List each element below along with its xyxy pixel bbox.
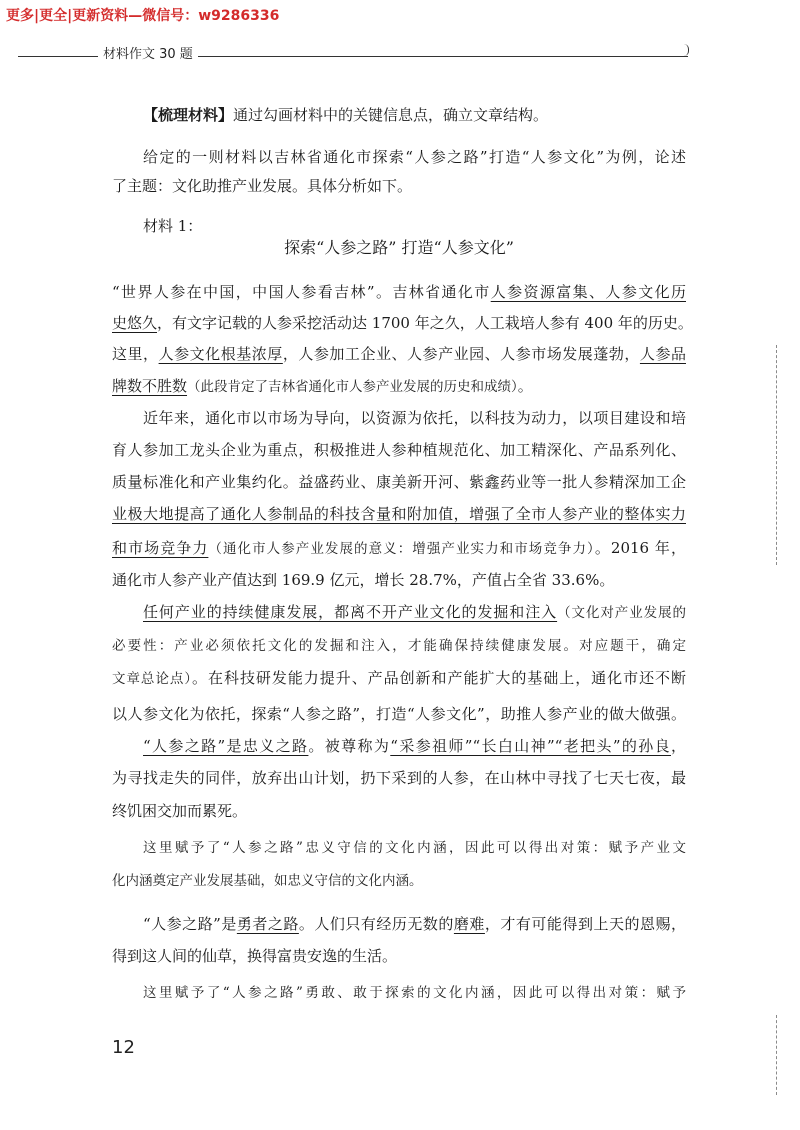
underlined-phrase: 磨难 [453, 915, 485, 933]
text-segment: ， [670, 737, 686, 755]
page-number: 12 [112, 1037, 135, 1058]
text-line [112, 665, 686, 691]
scan-margin-mark [776, 345, 777, 565]
text-line [112, 173, 686, 199]
text-line [112, 765, 686, 791]
underlined-phrase: 史悠久 [112, 314, 158, 332]
text-segment: 育人参加工龙头企业为重点，积极推进人参种植规范化、加工精深化、产品系列化、 [112, 441, 686, 459]
text-segment: 通过勾画材料中的关键信息点，确立文章结构。 [233, 106, 549, 124]
text-line [143, 405, 686, 431]
underlined-phrase: 人参资源富集、人参文化历 [490, 283, 686, 301]
text-line [143, 733, 686, 759]
text-segment: 。 [517, 377, 533, 395]
underlined-phrase: 人参品 [639, 345, 686, 363]
text-line [112, 279, 686, 305]
text-line [143, 911, 686, 937]
annotation-text: 化内涵奠定产业发展基础，如忠义守信的文化内涵。 [112, 873, 423, 889]
text-segment: 得到这人间的仙草，换得富贵安逸的生活。 [112, 947, 398, 965]
annotation-text: 这里赋予了“人参之路”忠义守信的文化内涵，因此可以得出对策：赋予产业文 [143, 840, 686, 856]
annotation-text: （此段肯定了吉林省通化市人参产业发展的历史和成绩） [187, 379, 518, 395]
annotation-text: （通化市人参产业发展的意义：增强产业实力和市场竞争力） [208, 541, 595, 557]
text-segment: 【梳理材料】 [143, 106, 234, 124]
underlined-phrase: 人参文化根基浓厚 [158, 345, 283, 363]
underlined-phrase: 和市场竞争力 [112, 539, 209, 557]
text-segment: 。被尊称为 [308, 737, 391, 755]
underlined-phrase: 任何产业的持续健康发展，都离不开产业文化的发掘和注入 [143, 603, 558, 621]
text-line [112, 469, 686, 495]
text-line [112, 535, 686, 561]
text-segment: “世界人参在中国，中国人参看吉林”。吉林省通化市 [112, 283, 491, 301]
text-segment: 。2016 年， [594, 539, 686, 557]
underlined-phrase: “采参祖师”“长白山神”“老把头”的孙良 [390, 737, 671, 755]
text-segment: 。在科技研发能力提升、产品创新和产能扩大的基础上，通化市还不断 [192, 669, 686, 687]
annotation-line [143, 834, 686, 860]
annotation-line [112, 867, 686, 893]
header-end-mark [684, 44, 689, 56]
text-segment: 质量标准化和产业集约化。益盛药业、康美新开河、紫鑫药业等一批人参精深加工企 [112, 473, 686, 491]
text-line [112, 798, 686, 824]
section-intro-line [143, 102, 686, 128]
material-title [112, 235, 686, 261]
running-header-title: 材料作文 30 题 [98, 45, 198, 65]
text-line [112, 632, 686, 658]
text-line [112, 373, 686, 399]
text-segment: 近年来，通化市以市场为导向，以资源为依托，以科技为动力，以项目建设和培 [143, 409, 686, 427]
annotation-line [143, 979, 686, 1005]
annotation-text: 文章总论点） [112, 671, 193, 687]
text-segment: ，才有可能得到上天的恩赐， [484, 915, 686, 933]
annotation-text: （文化对产业发展的 [557, 605, 687, 621]
text-line [112, 310, 693, 336]
text-segment: 这里， [112, 345, 159, 363]
watermark-text: 更多|更全|更新资料—微信号：w9286336 [6, 8, 280, 24]
annotation-text: 这里赋予了“人参之路”勇敢、敢于探索的文化内涵，因此可以得出对策：赋予 [143, 985, 686, 1001]
underlined-phrase: 勇者之路 [236, 915, 299, 933]
underlined-phrase: “人参之路”是忠义之路 [143, 737, 309, 755]
text-line [112, 437, 686, 463]
text-segment: ，有文字记载的人参采挖活动达 1700 年之久，人工栽培人参有 400 年的历史。 [157, 314, 693, 332]
text-line [112, 341, 686, 367]
text-segment: 材料 1： [143, 217, 203, 235]
text-segment: “人参之路”是 [143, 915, 237, 933]
text-line [112, 701, 686, 727]
underlined-phrase: 业极大地提高了通化人参制品的科技含量和附加值，增强了全市人参产业的整体实力 [112, 505, 686, 523]
text-segment: 为寻找走失的同伴，放弃出山计划，扔下采到的人参，在山林中寻找了七天七夜，最 [112, 769, 686, 787]
text-segment: 给定的一则材料以吉林省通化市探索“人参之路”打造“人参文化”为例，论述 [143, 148, 686, 166]
text-segment: 终饥困交加而累死。 [112, 802, 248, 820]
annotation-text: 必要性：产业必须依托文化的发掘和注入，才能确保持续健康发展。对应题干，确定 [112, 638, 686, 654]
text-segment: 探索“人参之路” 打造“人参文化” [284, 238, 514, 257]
text-segment: 通化市人参产业产值达到 169.9 亿元，增长 28.7%，产值占全省 33.6%。 [112, 571, 615, 589]
underlined-phrase: 牌数不胜数 [112, 377, 188, 395]
scan-margin-mark [776, 1015, 777, 1095]
text-line [112, 501, 686, 527]
text-line [112, 943, 686, 969]
text-segment: 。人们只有经历无数的 [298, 915, 454, 933]
text-segment: ，人参加工企业、人参产业园、人参市场发展蓬勃， [282, 345, 640, 363]
text-line [143, 599, 686, 625]
text-segment: 了主题：文化助推产业发展。具体分析如下。 [112, 177, 413, 195]
text-line [112, 567, 686, 593]
text-line [143, 144, 686, 170]
text-segment: 以人参文化为依托，探索“人参之路”，打造“人参文化”，助推人参产业的做大做强。 [112, 705, 686, 723]
